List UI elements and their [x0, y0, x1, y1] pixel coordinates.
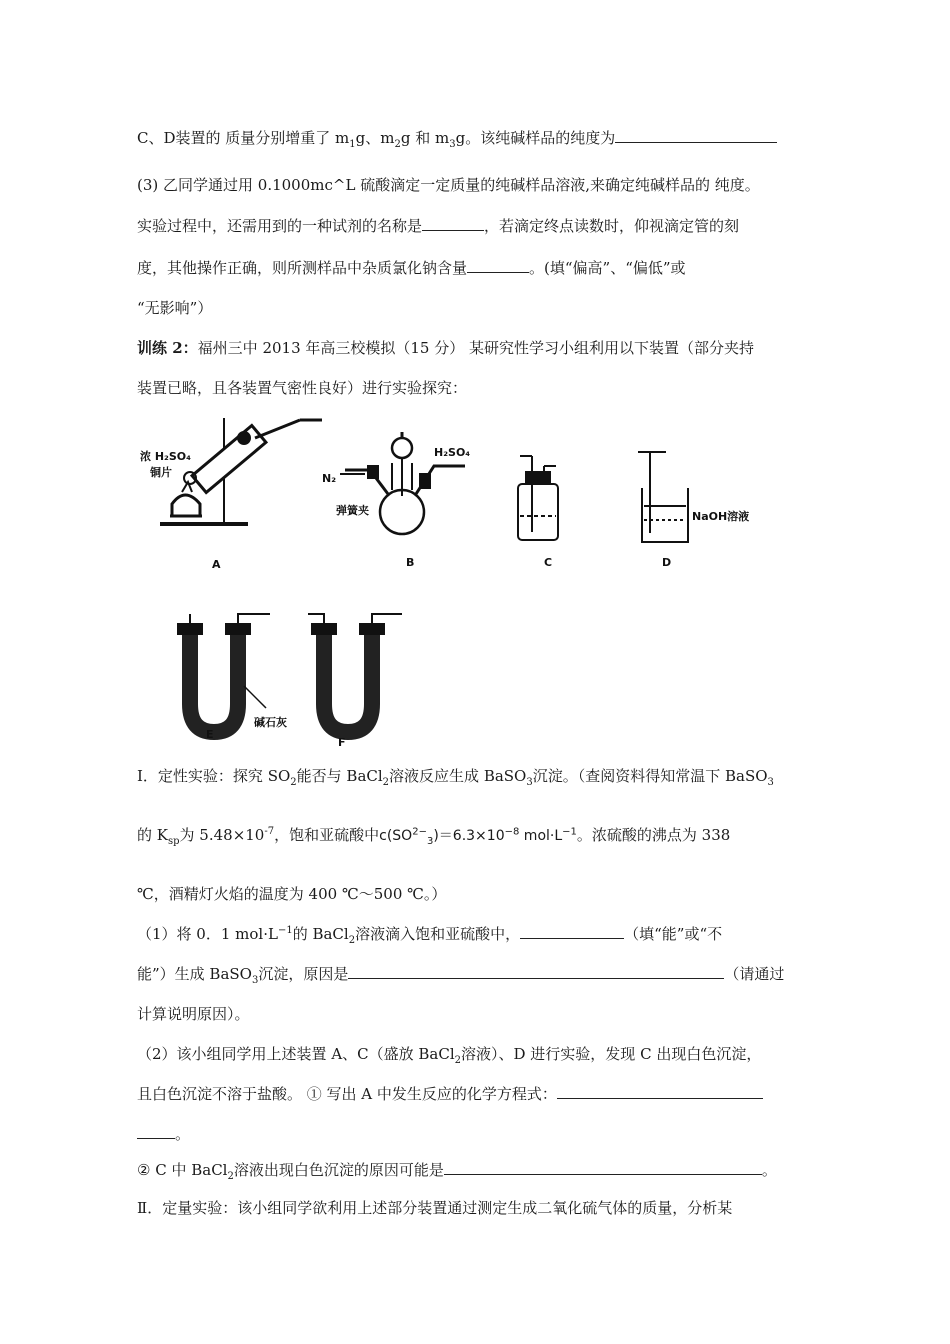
label-C: C — [544, 556, 553, 569]
text-line-18: Ⅱ．定量实验：该小组同学欲利用上述部分装置通过测定生成二氧化硫气体的质量，分析某 — [137, 1199, 733, 1217]
text-line-6: 训练 2：福州三中 2013 年高三校模拟（15 分） 某研究性学习小组利用以下装置（部分夹持 — [137, 339, 755, 357]
label-D: D — [662, 556, 672, 569]
text-line-5: “无影响”） — [137, 299, 213, 317]
text-line-10: ℃，酒精灯火焰的温度为 400 ℃～500 ℃。） — [137, 885, 447, 903]
answer-blank[interactable] — [467, 258, 529, 273]
apparatus-E — [178, 614, 270, 732]
formula-sulfite: $c(SO^{2-}_3)=6.3\times 10^{-8}$ $mol\cdot L^{-1}$ — [379, 826, 577, 847]
label-A: A — [212, 558, 221, 571]
text-line-17: ② C 中 BaCl$_2$溶液出现白色沉淀的原因可能是 。 — [137, 1161, 777, 1182]
apparatus-D — [638, 452, 688, 542]
apparatus-A — [160, 418, 322, 524]
text-line-16: 。 — [137, 1124, 190, 1144]
answer-blank[interactable] — [520, 924, 624, 939]
label-n2: N₂ — [322, 472, 337, 485]
text-line-11: （1）将 0．1 $mol\cdot L^{-1}$的 BaCl$_2$溶液滴入饱和亚硫酸中， （填“能”或“不 — [137, 925, 723, 946]
answer-blank[interactable] — [137, 1124, 175, 1139]
label-copper: 铜片 — [150, 466, 172, 479]
answer-blank[interactable] — [348, 964, 724, 979]
text-line-2: (3) 乙同学通过用 0.1000mc^L 硫酸滴定一定质量的纯碱样品溶液,来确定纯碱样品的 纯度。 — [137, 176, 760, 194]
label-F: F — [338, 736, 346, 749]
answer-blank[interactable] — [444, 1160, 762, 1175]
answer-blank[interactable] — [615, 128, 777, 143]
apparatus-C — [518, 456, 558, 540]
label-naoh: NaOH溶液 — [692, 510, 750, 523]
text-line-14: （2）该小组同学用上述装置 A、C（盛放 BaCl$_2$溶液）、D 进行实验，发现 C 出现白色沉淀， — [137, 1045, 762, 1066]
text-line-12: 能”）生成 BaSO$_3$沉淀，原因是 （请通过 — [137, 965, 785, 986]
text-line-9: 的 $K_{sp}$为 $5.48\times 10^{-7}$，饱和亚硫酸中$c(SO^{2-}_3)=6.3\times 10^{-8}$ $mol\cdot L^{-1}$。浓硫酸的沸点为 338 — [137, 826, 731, 847]
apparatus-figure — [140, 408, 780, 753]
text-line-15: 且白色沉淀不溶于盐酸。 ① 写出 A 中发生反应的化学方程式： — [137, 1084, 763, 1104]
label-spring-clip: 弹簧夹 — [336, 504, 369, 517]
label-soda-lime: 碱石灰 — [254, 716, 287, 729]
answer-blank[interactable] — [422, 216, 484, 231]
text-line-3: 实验过程中，还需用到的一种试剂的名称是 ，若滴定终点读数时，仰视滴定管的刻 — [137, 217, 740, 235]
label-E: E — [206, 728, 214, 741]
text-line-13: 计算说明原因）。 — [137, 1005, 250, 1023]
label-B: B — [406, 556, 415, 569]
text-line-1: C、D装置的 质量分别增重了 $m_1g$、$m_2g$ 和 $m_3g$。该纯碱样品的纯度为 — [137, 128, 777, 148]
text-line-8: Ⅰ．定性实验：探究 $SO_2$能否与 BaCl$_2$溶液反应生成 BaSO$_3$沉淀。（查阅资料得知常温下 BaSO$_3$ — [137, 767, 774, 788]
text-line-7: 装置已略，且各装置气密性良好）进行实验探究： — [137, 379, 468, 397]
text-line-4: 度，其他操作正确，则所测样品中杂质氯化钠含量 。(填“偏高”、“偏低”或 — [137, 259, 686, 277]
label-h2so4: H₂SO₄ — [434, 446, 471, 459]
answer-blank[interactable] — [557, 1084, 763, 1099]
apparatus-F — [308, 614, 402, 732]
label-conc-acid: 浓 H₂SO₄ — [140, 450, 191, 463]
